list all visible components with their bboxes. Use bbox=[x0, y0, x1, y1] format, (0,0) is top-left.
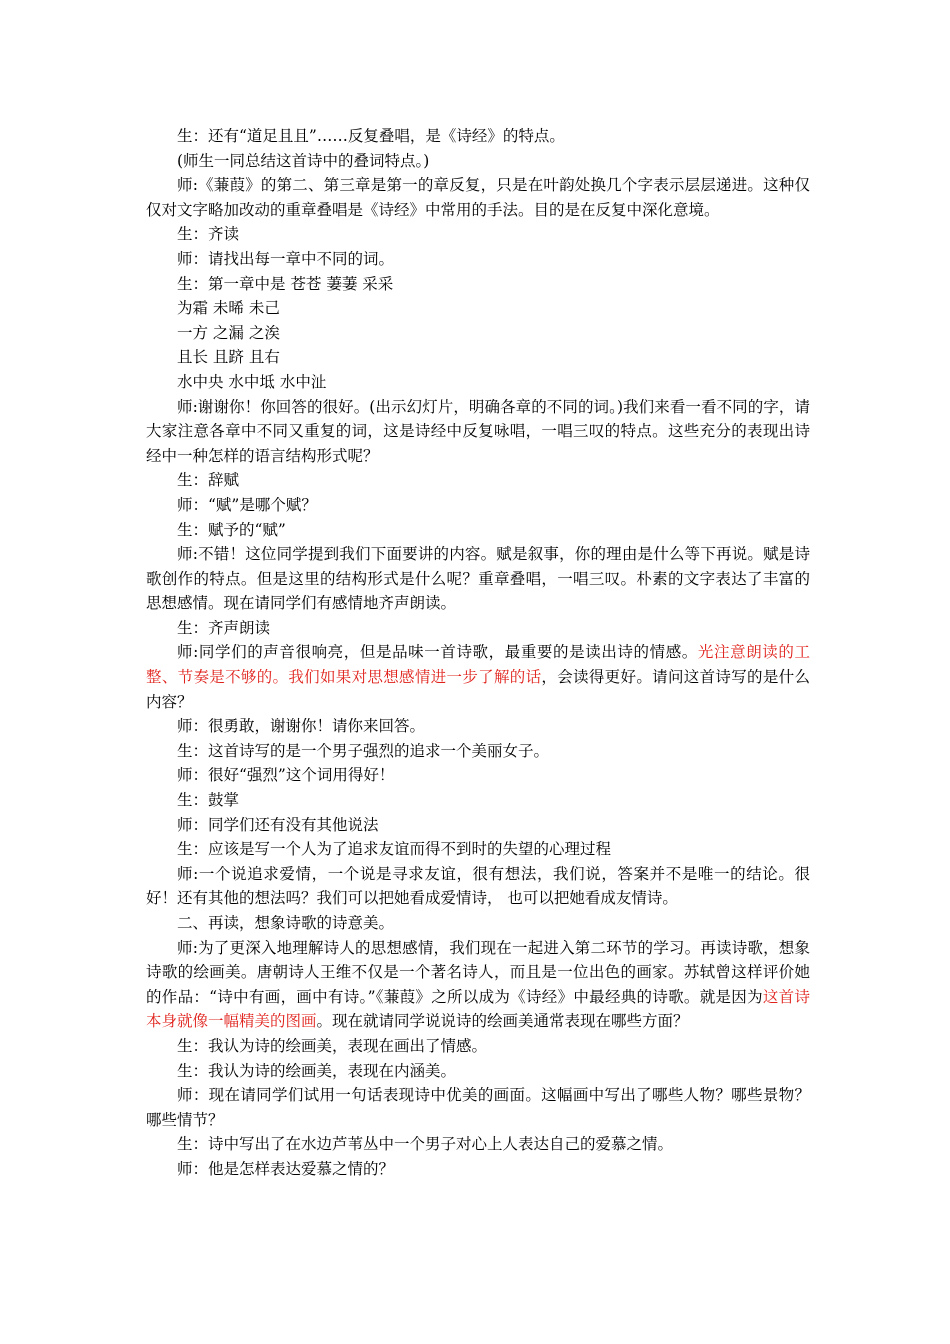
paragraph bbox=[146, 1157, 810, 1182]
paragraph bbox=[146, 1083, 810, 1132]
paragraph-text: 生：我认为诗的绘画美，表现在内涵美。 bbox=[177, 1061, 457, 1080]
highlighted-text: 这首诗本身就像一幅精美的图画 bbox=[146, 987, 810, 1031]
document-page bbox=[146, 124, 810, 1182]
paragraph bbox=[146, 616, 810, 641]
paragraph-text: 师:为了更深入地理解诗人的思想感情，我们现在一起进入第二环节的学习。再读诗歌，想象诗歌的绘画美。唐朝诗人王维不仅是一个著名诗人，而且是一位出色的画家。苏轼曾这样评价她的作品：“诗中有画，画中有诗。”《蒹葭》之所以成为《诗经》中最经典的诗歌。就是因为 bbox=[146, 938, 810, 1006]
paragraph bbox=[146, 837, 810, 862]
paragraph bbox=[146, 124, 810, 149]
paragraph-text: 生：第一章中是 苍苍 萋萋 采采 bbox=[177, 274, 394, 293]
paragraph bbox=[146, 518, 810, 543]
paragraph-text: 生：齐声朗读 bbox=[177, 618, 271, 637]
paragraph bbox=[146, 542, 810, 616]
paragraph-text: 且长 且跻 且右 bbox=[177, 348, 280, 367]
paragraph bbox=[146, 321, 810, 346]
paragraph-text: 师:谢谢你！你回答的很好。(出示幻灯片，明确各章的不同的词。)我们来看一看不同的字，请大家注意各章中不同又重复的词，这是诗经中反复咏唱，一唱三叹的特点。这些充分的表现出诗经中一种怎样的语言结构形式呢？ bbox=[146, 397, 810, 465]
paragraph bbox=[146, 370, 810, 395]
paragraph bbox=[146, 1059, 810, 1084]
paragraph-text: 师：同学们还有没有其他说法 bbox=[177, 815, 379, 834]
paragraph-text: 为霜 未晞 未己 bbox=[177, 299, 280, 318]
paragraph-text: 师:《蒹葭》的第二、第三章是第一的章反复，只是在叶韵处换几个字表示层层递进。这种仅仅对文字略加改动的重章叠唱是《诗经》中常用的手法。目的是在反复中深化意境。 bbox=[146, 176, 810, 219]
paragraph-text: 二、再读，想象诗歌的诗意美。 bbox=[177, 914, 395, 932]
paragraph bbox=[146, 911, 810, 936]
paragraph-text: 师：请找出每一章中不同的词。 bbox=[177, 249, 395, 268]
paragraph-text: 生：齐读 bbox=[177, 225, 240, 244]
paragraph bbox=[146, 1132, 810, 1157]
paragraph-text: 生：这首诗写的是一个男子强烈的追求一个美丽女子。 bbox=[177, 741, 550, 760]
paragraph bbox=[146, 493, 810, 518]
paragraph-text: 水中央 水中坻 水中沚 bbox=[177, 372, 327, 391]
paragraph-text: ，会读得更好。请问这首诗写的是什么内容？ bbox=[146, 668, 810, 711]
paragraph bbox=[146, 813, 810, 838]
paragraph bbox=[146, 788, 810, 813]
paragraph bbox=[146, 468, 810, 493]
paragraph bbox=[146, 714, 810, 739]
paragraph bbox=[146, 222, 810, 247]
paragraph-text: 师：很勇敢，谢谢你！请你来回答。 bbox=[177, 717, 426, 736]
paragraph-text: 生：还有“道足且且”……反复叠唱，是《诗经》的特点。 bbox=[177, 127, 565, 145]
paragraph-text: 生：应该是写一个人为了追求友谊而得不到时的失望的心理过程 bbox=[177, 840, 612, 859]
paragraph-text: 生：诗中写出了在水边芦苇丛中一个男子对心上人表达自己的爱慕之情。 bbox=[177, 1135, 674, 1154]
paragraph bbox=[146, 936, 810, 1034]
paragraph bbox=[146, 1034, 810, 1059]
paragraph-text: 生：鼓掌 bbox=[177, 791, 240, 810]
paragraph bbox=[146, 296, 810, 321]
paragraph-text: 一方 之漏 之涘 bbox=[177, 323, 280, 342]
paragraph bbox=[146, 247, 810, 272]
paragraph bbox=[146, 862, 810, 911]
paragraph-text: 生：辞赋 bbox=[177, 471, 240, 490]
paragraph-text: (师生一同总结这首诗中的叠词特点。) bbox=[177, 151, 430, 170]
paragraph-text: 师:同学们的声音很响亮，但是品味一首诗歌，最重要的是读出诗的情感。 bbox=[177, 643, 698, 662]
paragraph-text: 。现在就请同学说说诗的绘画美通常表现在哪些方面？ bbox=[316, 1012, 689, 1031]
paragraph bbox=[146, 173, 810, 222]
paragraph-text: 师：“赋”是哪个赋？ bbox=[177, 495, 317, 514]
paragraph bbox=[146, 763, 810, 788]
paragraph bbox=[146, 640, 810, 714]
paragraph-text: 师：很好“强烈”这个词用得好！ bbox=[177, 766, 395, 785]
paragraph bbox=[146, 345, 810, 370]
paragraph-text: 生：我认为诗的绘画美，表现在画出了情感。 bbox=[177, 1036, 488, 1055]
highlighted-text: 光注意朗读的工整、节奏是不够的。我们如果对思想感情进一步了解的话 bbox=[146, 643, 810, 687]
paragraph-text: 师:不错！这位同学提到我们下面要讲的内容。赋是叙事，你的理由是什么等下再说。赋是诗歌创作的特点。但是这里的结构形式是什么呢？重章叠唱，一唱三叹。朴素的文字表达了丰富的思想感情。现在请同学们有感情地齐声朗读。 bbox=[146, 545, 810, 613]
paragraph bbox=[146, 149, 810, 174]
paragraph-text: 师：现在请同学们试用一句话表现诗中优美的画面。这幅画中写出了哪些人物？哪些景物？哪些情节？ bbox=[146, 1086, 810, 1129]
paragraph bbox=[146, 739, 810, 764]
paragraph-text: 师:一个说追求爱情，一个说是寻求友谊，很有想法，我们说，答案并不是唯一的结论。很好！还有其他的想法吗？我们可以把她看成爱情诗， 也可以把她看成友情诗。 bbox=[146, 864, 810, 908]
paragraph-text: 生：赋予的“赋” bbox=[177, 520, 286, 539]
paragraph-text: 师：他是怎样表达爱慕之情的？ bbox=[177, 1159, 395, 1178]
paragraph bbox=[146, 395, 810, 469]
paragraph bbox=[146, 272, 810, 297]
